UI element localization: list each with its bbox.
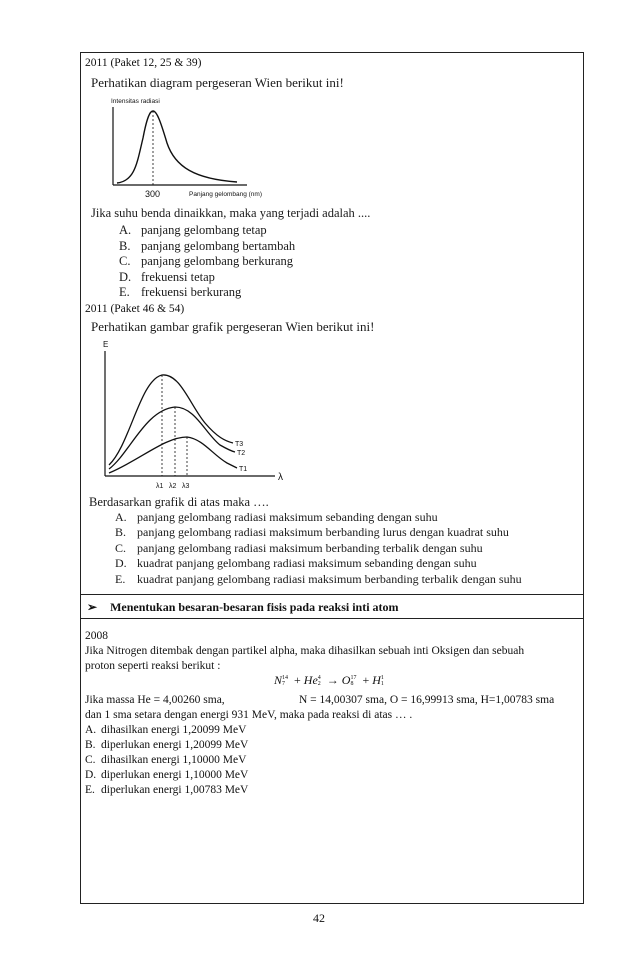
curve-t3 (109, 375, 233, 465)
q3-option: B. diperlukan energi 1,20099 MeV (85, 739, 249, 751)
q1-peak-tick: 300 (145, 189, 161, 199)
q2-options (115, 510, 522, 587)
q3-option: C. dihasilkan energi 1,10000 MeV (85, 754, 247, 766)
wien-graph-2 (95, 335, 295, 495)
q1-option: A. panjang gelombang tetap (119, 223, 267, 237)
q2-question: Berdasarkan grafik di atas maka …. (89, 495, 269, 509)
q2-option: C. panjang gelombang radiasi maksimum berbanding terbalik dengan suhu (115, 540, 483, 555)
curve-label-t1: T1 (239, 466, 248, 473)
q3-mass-rest: N = 14,00307 sma, O = 16,99913 sma, H=1,00783 sma (299, 694, 555, 706)
q3-year-label: 2008 (85, 630, 108, 642)
q3-mass-he: Jika massa He = 4,00260 sma, (85, 694, 225, 706)
q2-graph-xlabel: λ (278, 472, 283, 483)
q2-option: B. panjang gelombang radiasi maksimum berbanding lurus dengan kuadrat suhu (115, 525, 509, 540)
curve-label-t2: T2 (237, 450, 246, 457)
q1-options (119, 223, 295, 301)
q1-question: Jika suhu benda dinaikkan, maka yang terjadi adalah .... (91, 206, 371, 220)
radiation-curve (117, 111, 237, 183)
curve-t2 (109, 407, 235, 469)
page-number: 42 (313, 911, 325, 925)
q1-graph-xlabel: Panjang gelombang (nm) (189, 191, 262, 198)
wien-graph-1 (97, 93, 307, 203)
q3-option: A. dihasilkan energi 1,20099 MeV (85, 724, 247, 736)
q3-option: D. diperlukan energi 1,10000 MeV (85, 769, 249, 781)
tick-lambda-1: λ1 (156, 483, 164, 490)
tick-lambda-2: λ2 (169, 483, 177, 490)
q2-option: A. panjang gelombang radiasi maksimum sebanding dengan suhu (115, 510, 438, 524)
q3-options (85, 723, 248, 798)
q1-option: E. frekuensi berkurang (119, 285, 242, 300)
section-divider-bottom (81, 618, 583, 619)
q1-option: D. frekuensi tetap (119, 269, 215, 284)
q2-year-label: 2011 (Paket 46 & 54) (85, 303, 185, 315)
tick-lambda-3: λ3 (182, 483, 190, 490)
section-heading (87, 600, 399, 615)
q2-prompt: Perhatikan gambar grafik pergeseran Wien berikut ini! (91, 319, 375, 334)
q1-year-label: 2011 (Paket 12, 25 & 39) (85, 57, 202, 69)
nuclear-reaction-equation: N 14 7 + He 4 2 → O 17 8 + H 1 1 (274, 673, 384, 688)
bullet-arrow-icon: ➢ (87, 600, 98, 614)
q2-option: D. kuadrat panjang gelombang radiasi maksimum sebanding dengan suhu (115, 556, 477, 571)
q3-text-1: Jika Nitrogen ditembak dengan partikel alpha, maka dihasilkan sebuah inti Oksigen dan sebuah (85, 645, 525, 657)
q1-option: B. panjang gelombang bertambah (119, 238, 296, 253)
curve-label-t3: T3 (235, 441, 244, 448)
section-title: Menentukan besaran-besaran fisis pada reaksi inti atom (110, 600, 399, 614)
section-divider-top (81, 594, 583, 595)
q3-text-2: proton seperti reaksi berikut : (85, 660, 221, 672)
q1-graph-ylabel: Intensitas radiasi (111, 98, 160, 105)
q1-prompt: Perhatikan diagram pergeseran Wien berikut ini! (91, 75, 344, 90)
q2-graph-ylabel: E (103, 340, 109, 349)
q3-option: E. diperlukan energi 1,00783 MeV (85, 784, 249, 796)
q2-option: E. kuadrat panjang gelombang radiasi maksimum berbanding terbalik dengan suhu (115, 571, 522, 586)
q3-text-3: dan 1 sma setara dengan energi 931 MeV, maka pada reaksi di atas … . (85, 709, 413, 721)
question-box (80, 52, 584, 904)
q1-option: C. panjang gelombang berkurang (119, 254, 294, 269)
